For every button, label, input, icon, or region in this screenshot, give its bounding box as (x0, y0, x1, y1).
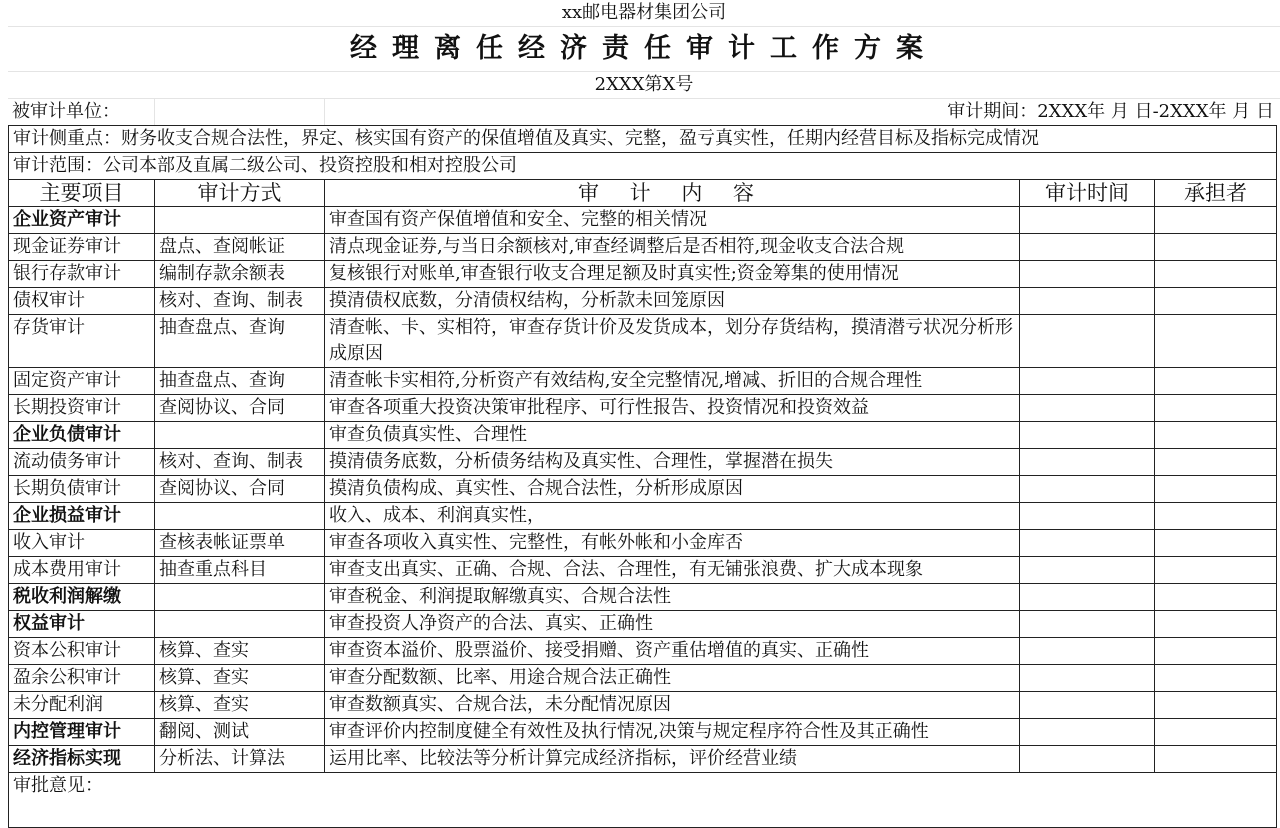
row-method: 查阅协议、合同 (155, 395, 325, 422)
row-method: 核对、查询、制表 (155, 449, 325, 476)
row-item: 税收利润解缴 (9, 584, 155, 611)
row-time (1020, 584, 1155, 611)
row-owner (1155, 611, 1277, 638)
row-owner (1155, 692, 1277, 719)
row-item: 资本公积审计 (9, 638, 155, 665)
row-method: 分析法、计算法 (155, 746, 325, 773)
table-row (9, 315, 1277, 368)
row-owner (1155, 234, 1277, 261)
row-owner (1155, 476, 1277, 503)
row-owner (1155, 530, 1277, 557)
row-time (1020, 530, 1155, 557)
row-content: 审查负债真实性、合理性 (325, 422, 1020, 449)
row-time (1020, 719, 1155, 746)
row-owner (1155, 261, 1277, 288)
row-owner (1155, 315, 1277, 368)
row-content: 摸清债务底数，分析债务结构及真实性、合理性，掌握潜在损失 (325, 449, 1020, 476)
table-row (9, 746, 1277, 773)
column-header-method: 审计方式 (155, 180, 325, 207)
row-item: 未分配利润 (9, 692, 155, 719)
column-header-time: 审计时间 (1020, 180, 1155, 207)
row-time (1020, 476, 1155, 503)
row-content: 审查投资人净资产的合法、真实、正确性 (325, 611, 1020, 638)
row-item: 经济指标实现 (9, 746, 155, 773)
row-time (1020, 234, 1155, 261)
row-method (155, 584, 325, 611)
row-item: 固定资产审计 (9, 368, 155, 395)
row-item: 现金证券审计 (9, 234, 155, 261)
row-owner (1155, 288, 1277, 315)
row-time (1020, 638, 1155, 665)
row-method: 核对、查询、制表 (155, 288, 325, 315)
row-content: 审查国有资产保值增值和安全、完整的相关情况 (325, 207, 1020, 234)
grid-divider (154, 99, 155, 125)
row-owner (1155, 395, 1277, 422)
row-content: 审查分配数额、比率、用途合规合法正确性 (325, 665, 1020, 692)
table-row (9, 557, 1277, 584)
audit-focus: 审计侧重点：财务收支合规合法性，界定、核实国有资产的保值增值及真实、完整，盈亏真实性，任期内经营目标及指标完成情况 (9, 126, 1277, 153)
row-method: 核算、查实 (155, 692, 325, 719)
row-content: 审查支出真实、正确、合规、合法、合理性，有无铺张浪费、扩大成本现象 (325, 557, 1020, 584)
row-owner (1155, 557, 1277, 584)
row-owner (1155, 584, 1277, 611)
row-time (1020, 611, 1155, 638)
row-time (1020, 288, 1155, 315)
row-content: 清查帐卡实相符,分析资产有效结构,安全完整情况,增减、折旧的合规合理性 (325, 368, 1020, 395)
audited-unit-label: 被审计单位： (12, 101, 120, 122)
row-method (155, 422, 325, 449)
row-item: 收入审计 (9, 530, 155, 557)
table-row (9, 261, 1277, 288)
row-time (1020, 449, 1155, 476)
grid-divider (324, 99, 325, 125)
row-owner (1155, 638, 1277, 665)
row-item: 长期负债审计 (9, 476, 155, 503)
row-method: 编制存款余额表 (155, 261, 325, 288)
row-method: 查阅协议、合同 (155, 476, 325, 503)
row-method: 抽查盘点、查询 (155, 315, 325, 368)
row-content: 清查帐、卡、实相符，审查存货计价及发货成本，划分存货结构，摸清潜亏状况分析形成原因 (325, 315, 1020, 368)
row-content: 清点现金证券,与当日余额核对,审查经调整后是否相符,现金收支合法合规 (325, 234, 1020, 261)
row-owner (1155, 422, 1277, 449)
row-item: 长期投资审计 (9, 395, 155, 422)
row-time (1020, 395, 1155, 422)
row-content: 审查数额真实、合规合法，未分配情况原因 (325, 692, 1020, 719)
row-method: 翻阅、测试 (155, 719, 325, 746)
row-owner (1155, 719, 1277, 746)
row-owner (1155, 207, 1277, 234)
audit-plan-sheet (8, 0, 1280, 828)
company-name: xx邮电器材集团公司 (8, 0, 1280, 27)
row-content: 运用比率、比较法等分析计算完成经济指标，评价经营业绩 (325, 746, 1020, 773)
row-content: 审查各项重大投资决策审批程序、可行性报告、投资情况和投资效益 (325, 395, 1020, 422)
row-method (155, 503, 325, 530)
row-item: 银行存款审计 (9, 261, 155, 288)
row-owner (1155, 665, 1277, 692)
row-item: 存货审计 (9, 315, 155, 368)
table-row (9, 530, 1277, 557)
table-row (9, 503, 1277, 530)
row-item: 企业负债审计 (9, 422, 155, 449)
row-method: 核算、查实 (155, 665, 325, 692)
row-content: 复核银行对账单,审查银行收支合理足额及时真实性;资金筹集的使用情况 (325, 261, 1020, 288)
row-item: 成本费用审计 (9, 557, 155, 584)
row-time (1020, 315, 1155, 368)
row-method: 抽查重点科目 (155, 557, 325, 584)
meta-row (8, 99, 1280, 125)
page-title: 经理离任经济责任审计工作方案 (8, 27, 1280, 72)
row-item: 内控管理审计 (9, 719, 155, 746)
row-time (1020, 503, 1155, 530)
row-content: 审查各项收入真实性、完整性，有帐外帐和小金库否 (325, 530, 1020, 557)
table-row (9, 692, 1277, 719)
table-row (9, 665, 1277, 692)
row-time (1020, 665, 1155, 692)
row-item: 债权审计 (9, 288, 155, 315)
row-content: 摸清负债构成、真实性、合规合法性，分析形成原因 (325, 476, 1020, 503)
row-method: 盘点、查阅帐证 (155, 234, 325, 261)
row-content: 审查评价内控制度健全有效性及执行情况,决策与规定程序符合性及其正确性 (325, 719, 1020, 746)
document-number: 2XXX第X号 (8, 72, 1280, 99)
column-header-owner: 承担者 (1155, 180, 1277, 207)
table-row (9, 395, 1277, 422)
column-header-item: 主要项目 (9, 180, 155, 207)
row-item: 权益审计 (9, 611, 155, 638)
row-item: 流动债务审计 (9, 449, 155, 476)
table-row (9, 449, 1277, 476)
row-method: 抽查盘点、查询 (155, 368, 325, 395)
table-row (9, 234, 1277, 261)
table-header-row (9, 180, 1277, 207)
row-method (155, 611, 325, 638)
row-time (1020, 557, 1155, 584)
row-time (1020, 261, 1155, 288)
row-owner (1155, 368, 1277, 395)
row-content: 摸清债权底数，分清债权结构，分析款未回笼原因 (325, 288, 1020, 315)
row-owner (1155, 746, 1277, 773)
audit-scope: 审计范围：公司本部及直属二级公司、投资控股和相对控股公司 (9, 153, 1277, 180)
row-time (1020, 207, 1155, 234)
row-item: 盈余公积审计 (9, 665, 155, 692)
row-owner (1155, 449, 1277, 476)
audit-period: 审计期间：2XXX年 月 日-2XXX年 月 日 (947, 101, 1274, 122)
table-row (9, 288, 1277, 315)
row-content: 审查资本溢价、股票溢价、接受捐赠、资产重估增值的真实、正确性 (325, 638, 1020, 665)
row-time (1020, 422, 1155, 449)
table-row (9, 476, 1277, 503)
table-row (9, 638, 1277, 665)
table-row (9, 584, 1277, 611)
table-row (9, 207, 1277, 234)
row-method: 查核表帐证票单 (155, 530, 325, 557)
row-time (1020, 692, 1155, 719)
table-row (9, 368, 1277, 395)
row-time (1020, 368, 1155, 395)
row-time (1020, 746, 1155, 773)
row-owner (1155, 503, 1277, 530)
row-item: 企业损益审计 (9, 503, 155, 530)
table-row (9, 719, 1277, 746)
row-item: 企业资产审计 (9, 207, 155, 234)
row-content: 收入、成本、利润真实性， (325, 503, 1020, 530)
table-row (9, 611, 1277, 638)
row-content: 审查税金、利润提取解缴真实、合规合法性 (325, 584, 1020, 611)
column-header-content: 审 计 内 容 (325, 180, 1020, 207)
row-method (155, 207, 325, 234)
audit-plan-table (8, 125, 1277, 828)
table-row (9, 422, 1277, 449)
approval-opinion: 审批意见： (9, 773, 1277, 828)
row-method: 核算、查实 (155, 638, 325, 665)
